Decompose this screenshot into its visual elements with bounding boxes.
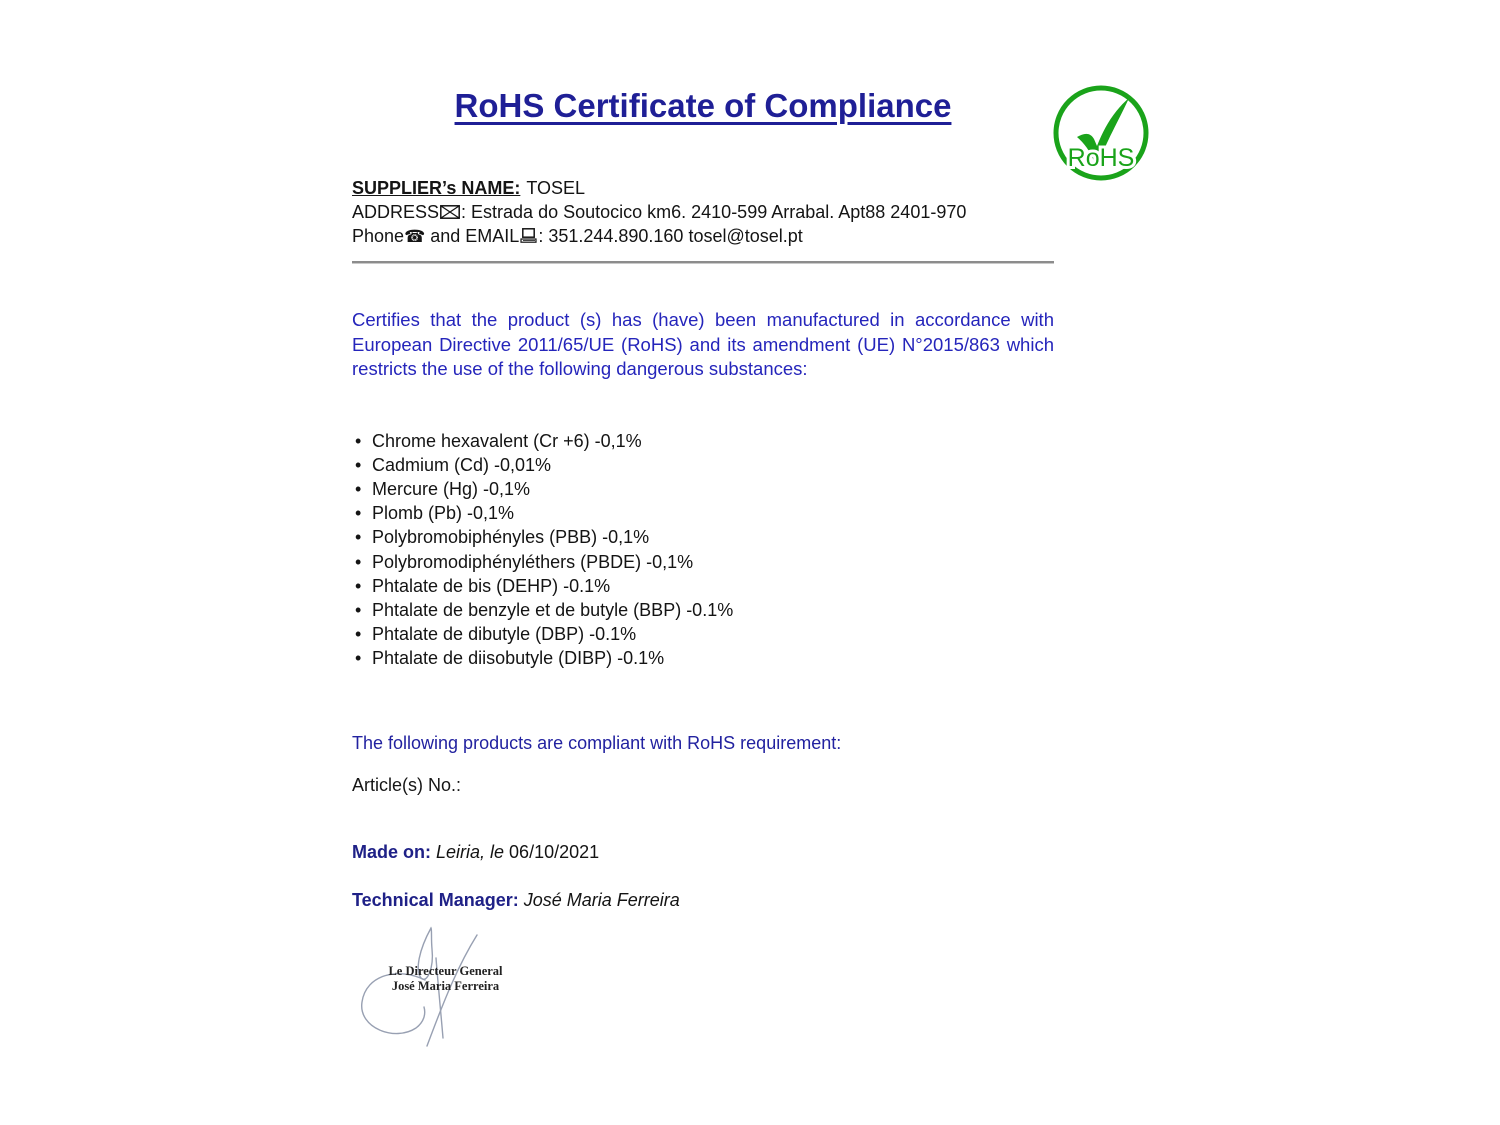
supplier-block bbox=[352, 176, 1054, 249]
substance-item: • Plomb (Pb) -0,1% bbox=[352, 501, 1054, 525]
substance-item: • Phtalate de benzyle et de butyle (BBP) -0.1% bbox=[352, 598, 1054, 622]
made-on-label: Made on: bbox=[352, 841, 431, 862]
address-line bbox=[352, 200, 1054, 224]
rohs-logo bbox=[1051, 83, 1151, 183]
signature-name: José Maria Ferreira bbox=[391, 978, 500, 993]
document-body bbox=[352, 0, 1054, 912]
address-value: : Estrada do Soutocico km6. 2410-599 Arrabal. Apt88 2401-970 bbox=[461, 202, 967, 222]
technical-manager-name: José Maria Ferreira bbox=[523, 889, 680, 910]
substance-item: • Phtalate de diisobutyle (DIBP) -0.1% bbox=[352, 646, 1054, 670]
made-on-date: 06/10/2021 bbox=[509, 841, 600, 862]
signature-text bbox=[373, 964, 518, 993]
technical-manager-line bbox=[352, 888, 1054, 912]
certification-statement: Certifies that the product (s) has (have) been manufactured in accordance with European Directive 2011/65/UE (RoHS) and its amendment (UE) N°2015/863 which restricts the use of the following dangerous substances: bbox=[352, 309, 1054, 379]
made-on-line bbox=[352, 840, 1054, 864]
supplier-name-label: SUPPLIER’s NAME: bbox=[352, 178, 521, 198]
technical-manager-label: Technical Manager: bbox=[352, 889, 519, 910]
signature-title: Le Directeur General bbox=[388, 964, 503, 978]
computer-icon bbox=[520, 228, 537, 243]
substances-list bbox=[352, 429, 1054, 671]
page-title-text: RoHS Certificate of Compliance bbox=[454, 87, 952, 124]
address-label: ADDRESS bbox=[352, 202, 440, 222]
page-title bbox=[352, 86, 1054, 126]
substance-item: • Chrome hexavalent (Cr +6) -0,1% bbox=[352, 429, 1054, 453]
signature-block bbox=[353, 918, 533, 1058]
substance-item: • Polybromobiphényles (PBB) -0,1% bbox=[352, 525, 1054, 549]
phone-icon: ☎ bbox=[404, 227, 426, 246]
supplier-name-value: TOSEL bbox=[526, 178, 586, 198]
substance-item: • Mercure (Hg) -0,1% bbox=[352, 477, 1054, 501]
substance-item: • Phtalate de dibutyle (DBP) -0.1% bbox=[352, 622, 1054, 646]
contact-line bbox=[352, 224, 1054, 249]
section-divider bbox=[352, 261, 1054, 264]
email-connector: and EMAIL bbox=[425, 226, 520, 246]
substance-item: • Polybromodiphényléthers (PBDE) -0,1% bbox=[352, 550, 1054, 574]
substance-item: • Phtalate de bis (DEHP) -0.1% bbox=[352, 574, 1054, 598]
envelope-icon bbox=[440, 205, 460, 219]
logo-label: RoHS bbox=[1067, 144, 1135, 172]
articles-label: Article(s) No.: bbox=[352, 774, 462, 795]
substance-item: • Cadmium (Cd) -0,01% bbox=[352, 453, 1054, 477]
compliance-statement: The following products are compliant with RoHS requirement: bbox=[352, 732, 842, 753]
contact-value: : 351.244.890.160 tosel@tosel.pt bbox=[538, 226, 803, 246]
supplier-name-line bbox=[352, 176, 1054, 200]
made-on-place: Leiria, le bbox=[436, 841, 505, 862]
phone-label: Phone bbox=[352, 226, 405, 246]
